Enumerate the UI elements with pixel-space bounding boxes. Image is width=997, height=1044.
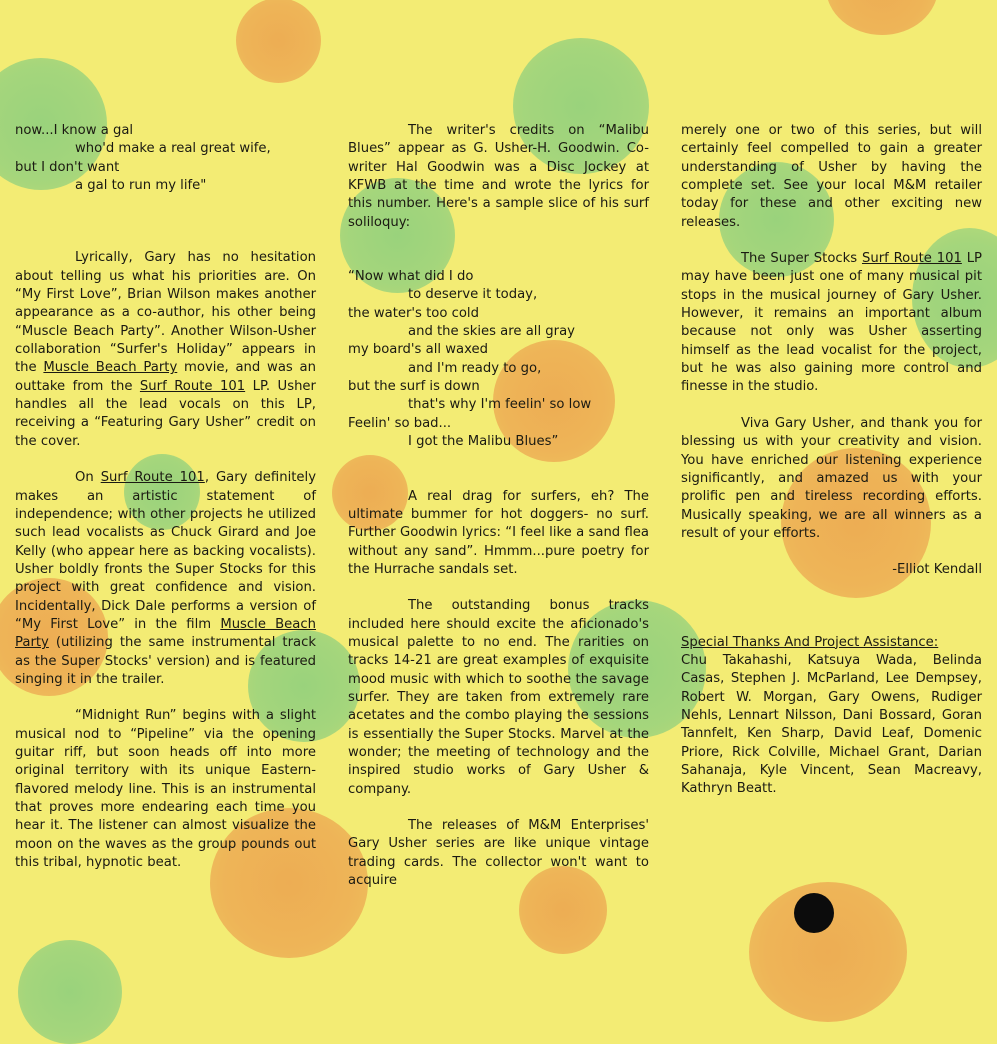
verse-line: but I don't want [15,159,120,175]
verse-line: now...I know a gal [15,123,134,138]
paragraph: “Midnight Run” begins with a slight musical nod to “Pipeline” via the opening guitar riff, but soon heads off into more original territory with its unique Eastern-flavored melody line. This is an instrumental that proves more endearing each time you hear it. The listener can almost visualize the moon on the waves as the group pounds out this tribal, hypnotic beat. [15,708,316,871]
album-title: Surf Route 101 [100,470,205,486]
film-title: Muscle Beach Party [43,360,178,376]
disc-hole [794,893,834,933]
column-3 [681,122,982,799]
verse-line: Feelin' so bad... [348,415,452,431]
thanks-list: Chu Takahashi, Katsuya Wada, Belinda Casas, Stephen J. McParland, Lee Dempsey, Robert W. Morgan, Gary Owens, Rudiger Nehls, Lennart Nilsson, Dani Bossard, Goran Tannfelt, Ken Sharp, David Leaf, Domenic Priore, Rick Colville, Michael Grant, Darian Sahanaja, Kyle Vincent, Sean Macreavy, Kathryn Beatt. [681,652,982,797]
column-2 [348,122,649,890]
paragraph: Lyrically, Gary has no hesitation about telling us what his priorities are. On “My First Love”, Brian Wilson makes another appearance as a co-author, his other being “Muscle Beach Party”. Another Wilson-Usher collaboration “Surfer's Holiday” appears in the Muscle Beach Party movie, and was an outtake from the Surf Route 101 LP. Usher handles all the lead vocals on this LP, receiving a “Featuring Gary Usher” credit on the cover. [15,250,316,449]
verse-line: I got the Malibu Blues” [408,434,559,450]
orange-dot [826,0,938,35]
album-title: Surf Route 101 [139,378,246,394]
film-title: Muscle Beach Party [15,616,316,651]
verse-line: and I'm ready to go, [408,360,542,376]
verse-line: but the surf is down [348,379,480,395]
paragraph: The releases of M&M Enterprises' Gary Usher series are like unique vintage trading cards. The collector won't want to acquire [348,818,649,889]
thanks-heading: Special Thanks And Project Assistance: [681,634,939,650]
verse-line: who'd make a real great wife, [75,141,271,157]
verse-line: to deserve it today, [408,287,538,303]
verse-line: “Now what did I do [348,269,474,285]
verse-line: and the skies are all gray [408,324,575,340]
paragraph: The writer's credits on “Malibu Blues” appear as G. Usher-H. Goodwin. Co-writer Hal Goodwin was a Disc Jockey at KFWB at the time and wrote the lyrics for this number. Here's a sample slice of his surf soliloquy: [348,123,649,230]
paragraph: merely one or two of this series, but will certainly feel compelled to gain a greater understanding of Usher by having the complete set. See your local M&M retailer today for these and other exciting new releases. [681,123,982,230]
signature: -Elliot Kendall [892,562,982,578]
verse-line: the water's too cold [348,305,479,321]
paragraph: A real drag for surfers, eh? The ultimate bummer for hot doggers- no surf. Further Goodwin lyrics: “I feel like a sand flea without any sand”. Hmmm...pure poetry for the Hurrache sandals set. [348,488,649,577]
paragraph: On Surf Route 101, Gary definitely makes an artistic statement of independence; with other projects he utilized such lead vocalists as Chuck Girard and Joe Kelly (who appear here as backing vocalists). Usher boldly fronts the Super Stocks for this project with great confidence and vision. Incidentally, Dick Dale performs a version of “My First Love” in the film Muscle Beach Party (utilizing the same instrumental track as the Super Stocks' version) and is featured singing it in the trailer. [15,470,316,687]
verse-line: my board's all waxed [348,342,488,358]
verse-line: a gal to run my life" [75,178,207,194]
paragraph: Viva Gary Usher, and thank you for blessing us with your creativity and vision. You have enriched our listening experience significantly, and amazed us with your prolific pen and tireless recording efforts. Musically speaking, we are all winners as a result of your efforts. [681,415,982,541]
paragraph: The outstanding bonus tracks included here should excite the aficionado's musical palette to no end. The rarities on tracks 14-21 are great examples of exquisite mood music with which to soothe the savage surfer. They are taken from extremely rare acetates and the combo playing the sessions is essentially the Super Stocks. Marvel at the wonder; the meeting of technology and the inspired studio works of Gary Usher & company. [348,598,649,797]
verse-line: that's why I'm feelin' so low [408,397,592,413]
orange-dot [236,0,321,83]
green-dot [18,940,122,1044]
column-1 [15,122,316,872]
album-title: Surf Route 101 [861,251,962,267]
paragraph: The Super Stocks Surf Route 101 LP may have been just one of many musical pit stops in the musical journey of Gary Usher. However, it remains an important album because not only was Usher asserting himself as the lead vocalist for the project, but he was also gaining more control and finesse in the studio. [681,251,982,395]
